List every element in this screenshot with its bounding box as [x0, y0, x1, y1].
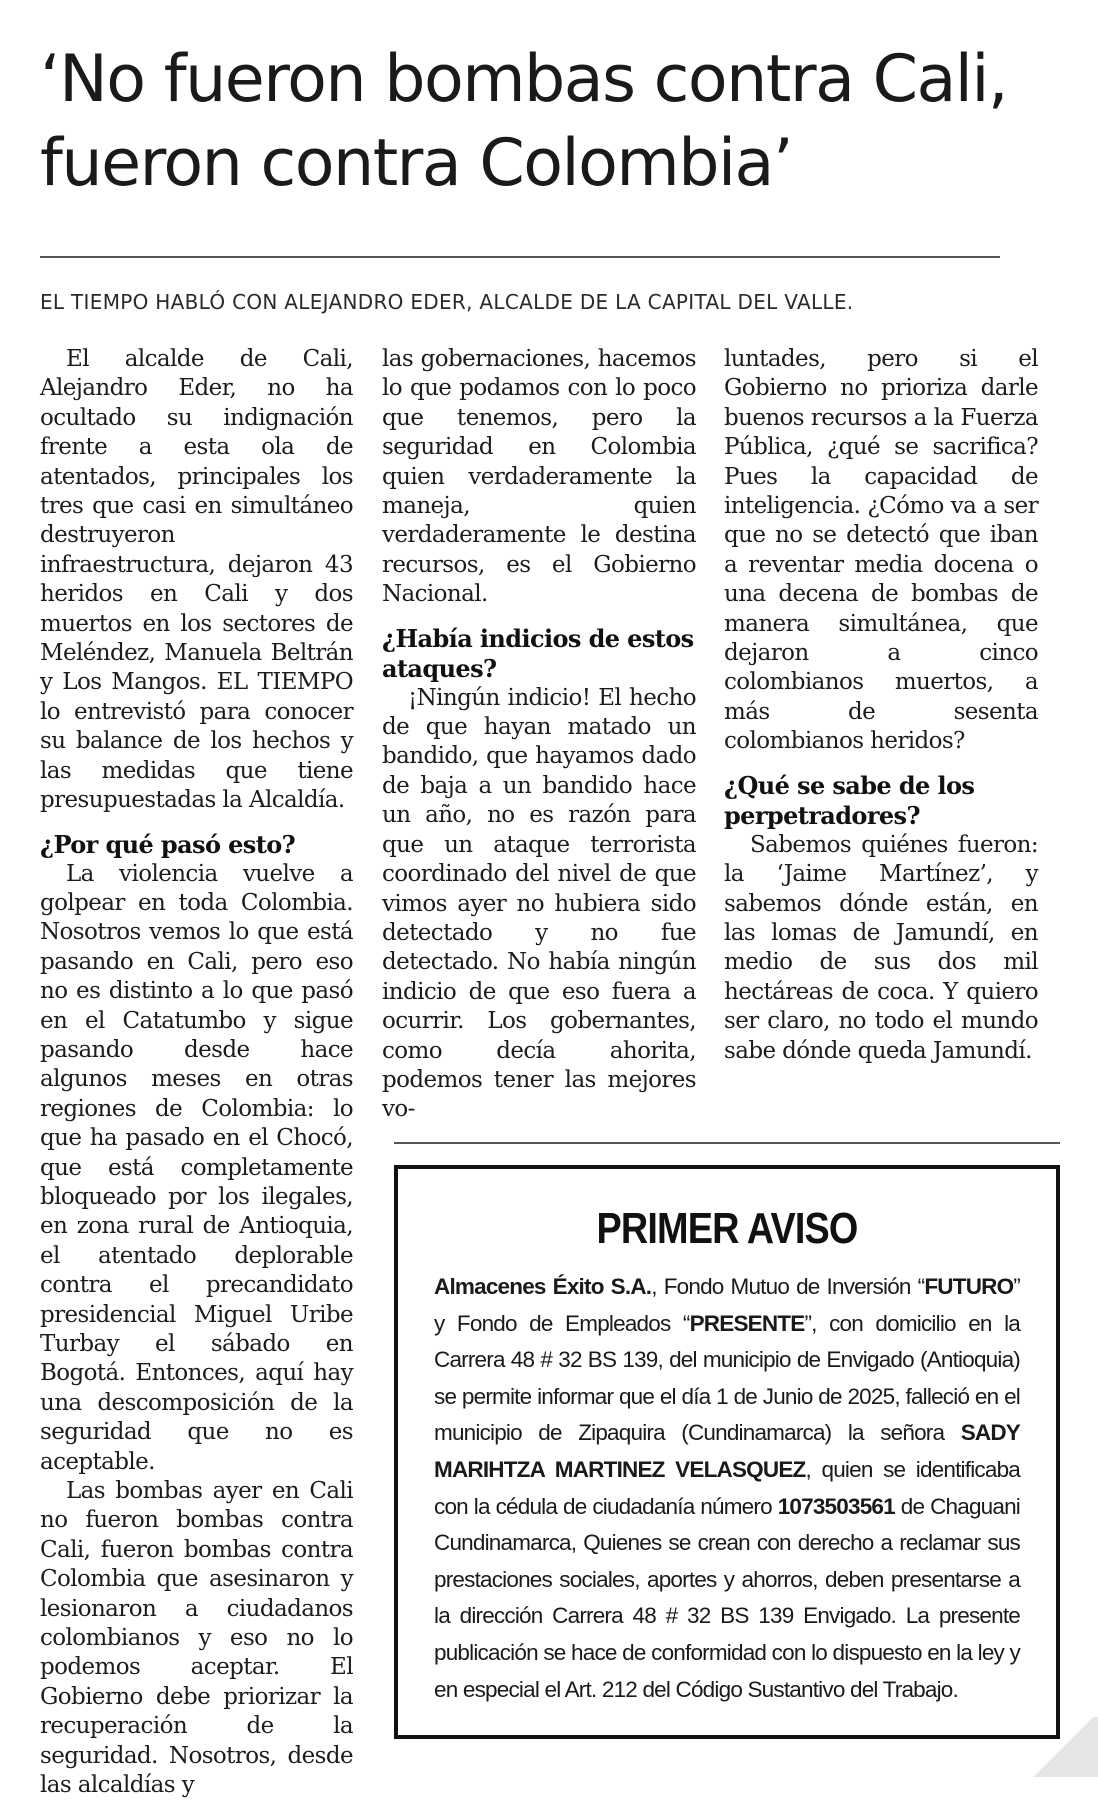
- answer-3: Sabemos quiénes fueron: la ‘Jaime Martínez’, y sabemos dónde están, en las lomas de Jamundí, en medio de sus dos mil hectáreas de coca. Y quiero ser claro, no todo el mundo sabe dónde queda Jamundí.: [724, 831, 1038, 1064]
- notice-body: [434, 1269, 1020, 1708]
- notice-title: PRIMER AVISO: [596, 1204, 858, 1253]
- notice-text-4: , quien se identificaba con la cédula de ciudadanía número: [434, 1456, 1020, 1519]
- notice-fund-presente: PRESENTE: [689, 1310, 805, 1336]
- article-column-2: [382, 345, 696, 1125]
- answer-2: ¡Ningún indicio! El hecho de que hayan matado un bandido, que hayamos dado de baja a un bandido hace un año, no es razón para que un ataque terrorista coordinado del nivel de que vimos ayer no hubiera sido detectado y no fue detectado. No había ningún indicio de que eso fuera a ocurrir. Los gobernantes, como decía ahorita, podemos tener las mejores vo-: [382, 684, 696, 1123]
- kicker: EL TIEMPO HABLÓ CON ALEJANDRO EDER, ALCALDE DE LA CAPITAL DEL VALLE.: [40, 290, 854, 314]
- article-column-1: [40, 345, 353, 1801]
- notice-text-5: de Chaguani Cundinamarca, Quienes se crean con derecho a reclamar sus prestaciones sociales, aportes y ahorros, deben presentarse a la dirección Carrera 48 # 32 BS 139 Envigado. La presente publicación se hace de conformidad con lo dispuesto en la ley y en especial el Art. 212 del Código Sustantivo del Trabajo.: [434, 1493, 1020, 1702]
- answer-1-paragraph-2: Las bombas ayer en Cali no fueron bombas contra Cali, fueron bombas contra Colombia que asesinaron y lesionaron a ciudadanos colombianos y eso no lo podemos aceptar. El Gobierno debe priorizar la recuperación de la seguridad. Nosotros, desde las alcaldías y: [40, 1478, 353, 1799]
- notice-id-number: 1073503561: [777, 1493, 895, 1519]
- notice-text-1: , Fondo Mutuo de Inversión “: [651, 1274, 925, 1299]
- article-column-3: [724, 345, 1038, 1066]
- answer-1-paragraph-1: La violencia vuelve a golpear en toda Colombia. Nosotros vemos lo que está pasando en Cali, pero eso no es distinto a lo que pasó en el Catatumbo y sigue pasando desde hace algunos meses en otras regiones de Colombia: lo que ha pasado en el Chocó, que está completamente bloqueado por los ilegales, en zona rural de Antioquia, el atentado deplorable contra el precandidato presidencial Miguel Uribe Turbay el sábado en Bogotá. Entonces, aquí hay una descomposición de la seguridad que no es aceptable.: [40, 860, 353, 1475]
- answer-2-continued: luntades, pero si el Gobierno no prioriza darle buenos recursos a la Fuerza Pública, ¿qué se sacrifica? Pues la capacidad de inteligencia. ¿Cómo va a ser que no se detectó que iban a reventar media docena o una decena de bombas de manera simultánea, que dejaron a cinco colombianos muertos, a más de sesenta colombianos heridos?: [724, 346, 1038, 755]
- notice-fund-futuro: FUTURO: [924, 1274, 1014, 1299]
- question-2: ¿Había indicios de estos ataques?: [382, 623, 694, 683]
- page-corner-mark: [1028, 1717, 1098, 1777]
- headline-divider: [40, 256, 1000, 258]
- notice-divider: [394, 1142, 1060, 1144]
- notice-text-2: ” y Fondo de Empleados “: [434, 1274, 1020, 1336]
- headline: ‘No fueron bombas contra Cali, fueron contra Colombia’: [40, 42, 1008, 201]
- question-1: ¿Por qué pasó esto?: [40, 829, 296, 859]
- answer-1-paragraph-2-continued: las gobernaciones, hacemos lo que podamos con lo poco que tenemos, pero la seguridad en Colombia quien verdaderamente la maneja, quien verdaderamente le destina recursos, es el Gobierno Nacional.: [382, 346, 696, 608]
- notice-company: Almacenes Éxito S.A.: [434, 1274, 652, 1299]
- notice-person-name: SADY MARIHTZA MARTINEZ VELASQUEZ: [434, 1420, 1020, 1482]
- notice-text-3: ”, con domicilio en la Carrera 48 # 32 BS 139, del municipio de Envigado (Antioquia) se permite informar que el día 1 de Junio de 2025, falleció en el municipio de Zipaquira (Cundinamarca) la señora: [434, 1310, 1020, 1446]
- legal-notice-box: [394, 1165, 1060, 1739]
- question-3: ¿Qué se sabe de los perpetradores?: [724, 770, 975, 830]
- intro-paragraph: El alcalde de Cali, Alejandro Eder, no ha ocultado su indignación frente a esta ola de atentados, principales los tres que casi en simultáneo destruyeron infraestructura, dejaron 43 heridos en Cali y dos muertos en los sectores de Meléndez, Manuela Beltrán y Los Mangos. EL TIEMPO lo entrevistó para conocer su balance de los hechos y las medidas que tiene presupuestadas la Alcaldía.: [40, 346, 353, 814]
